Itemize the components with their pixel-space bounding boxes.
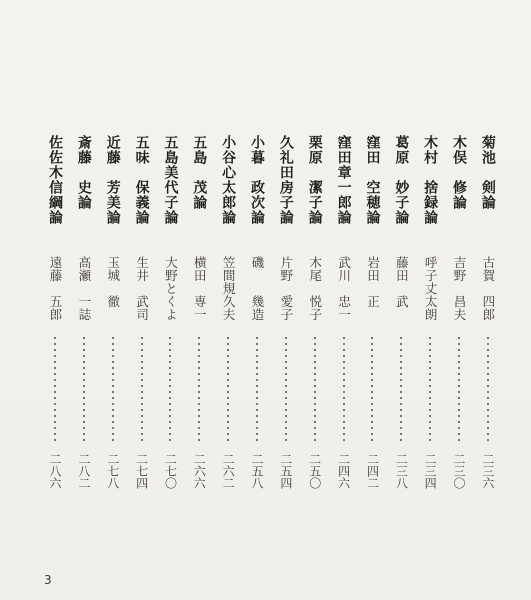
dot-leader (169, 335, 171, 445)
essay-title: 佐佐木信綱論 (47, 135, 63, 225)
dot-leader (400, 335, 402, 445)
author-name: 岩田 正 (365, 256, 381, 308)
author-name: 玉城 徹 (105, 256, 121, 308)
dot-leader (458, 335, 460, 445)
toc-entry (419, 135, 441, 495)
page-number: 二七四 (134, 453, 149, 489)
essay-title: 近藤 芳美論 (104, 135, 121, 225)
page-number: 二七〇 (163, 453, 178, 489)
toc-entry (448, 135, 470, 495)
toc-entry (73, 135, 95, 495)
essay-title: 五島美代子論 (162, 135, 179, 225)
toc-entry (275, 135, 297, 495)
essay-title: 久礼田房子論 (277, 135, 294, 225)
dot-leader (83, 335, 85, 445)
dot-leader (141, 335, 143, 445)
essay-title: 五味 保義論 (133, 135, 150, 225)
toc-entry (246, 135, 268, 495)
page-number: 二六六 (192, 453, 207, 489)
dot-leader (256, 335, 258, 445)
page-number: 二六二 (221, 453, 236, 489)
page-number: 二三八 (394, 453, 409, 489)
page-number: 二三四 (423, 453, 438, 489)
page-number: 二八二 (76, 453, 91, 489)
folio-page-number: 3 (44, 573, 52, 587)
page-number: 二七八 (105, 453, 120, 489)
page-number: 二四二 (365, 453, 380, 489)
page-number: 二五四 (278, 453, 293, 489)
essay-title: 菊池 剣論 (479, 135, 496, 210)
page-number: 二三六 (480, 453, 495, 489)
toc-entry (333, 135, 355, 495)
author-name: 片野 愛子 (278, 256, 294, 321)
page-number: 二三〇 (452, 453, 467, 489)
toc-entry (304, 135, 326, 495)
dot-leader (314, 335, 316, 445)
dot-leader (54, 335, 56, 445)
essay-title: 木村 捨録論 (422, 135, 439, 225)
dot-leader (198, 335, 200, 445)
page-number: 二八六 (48, 453, 62, 489)
author-name: 高瀬 一誌 (76, 256, 92, 321)
author-name: 木尾 悦子 (307, 256, 323, 321)
essay-title: 栗原 潔子論 (306, 135, 323, 225)
toc-entry (44, 135, 66, 495)
toc-entry (390, 135, 412, 495)
toc-entry (217, 135, 239, 495)
dot-leader (343, 335, 345, 445)
essay-title: 葛原 妙子論 (393, 135, 410, 225)
essay-title: 小暮 政次論 (249, 135, 266, 225)
author-name: 吉野 昌夫 (452, 256, 468, 321)
author-name: 笠間規久夫 (221, 256, 237, 321)
author-name: 生井 武司 (134, 256, 150, 321)
toc-entry (361, 135, 383, 495)
essay-title: 木俣 修論 (451, 135, 468, 210)
toc-entry (477, 135, 499, 495)
essay-title: 窪田 空穂論 (364, 135, 381, 225)
author-name: 磯 幾造 (250, 256, 266, 321)
author-name: 藤田 武 (394, 256, 410, 308)
dot-leader (429, 335, 431, 445)
essay-title: 五島 茂論 (191, 135, 208, 210)
toc-entry (102, 135, 124, 495)
author-name: 大野とくよ (163, 256, 179, 321)
author-name: 古賀 四郎 (480, 256, 496, 321)
toc-entry (188, 135, 210, 495)
author-name: 横田 専一 (192, 256, 208, 321)
page-number: 二五〇 (307, 453, 322, 489)
author-name: 武川 忠一 (336, 256, 352, 321)
page-number: 二四六 (336, 453, 351, 489)
essay-title: 小谷心太郎論 (220, 135, 237, 225)
essay-title: 窪田章一郎論 (335, 135, 352, 225)
author-name: 呼子丈太朗 (423, 256, 439, 321)
essay-title: 斎藤 史論 (75, 135, 92, 210)
table-of-contents (44, 135, 499, 495)
toc-entry (131, 135, 153, 495)
dot-leader (112, 335, 114, 445)
toc-entry (159, 135, 181, 495)
dot-leader (227, 335, 229, 445)
dot-leader (371, 335, 373, 445)
page-number: 二五八 (250, 453, 265, 489)
dot-leader (487, 335, 489, 445)
author-name: 遠藤 五郎 (48, 256, 63, 321)
dot-leader (285, 335, 287, 445)
